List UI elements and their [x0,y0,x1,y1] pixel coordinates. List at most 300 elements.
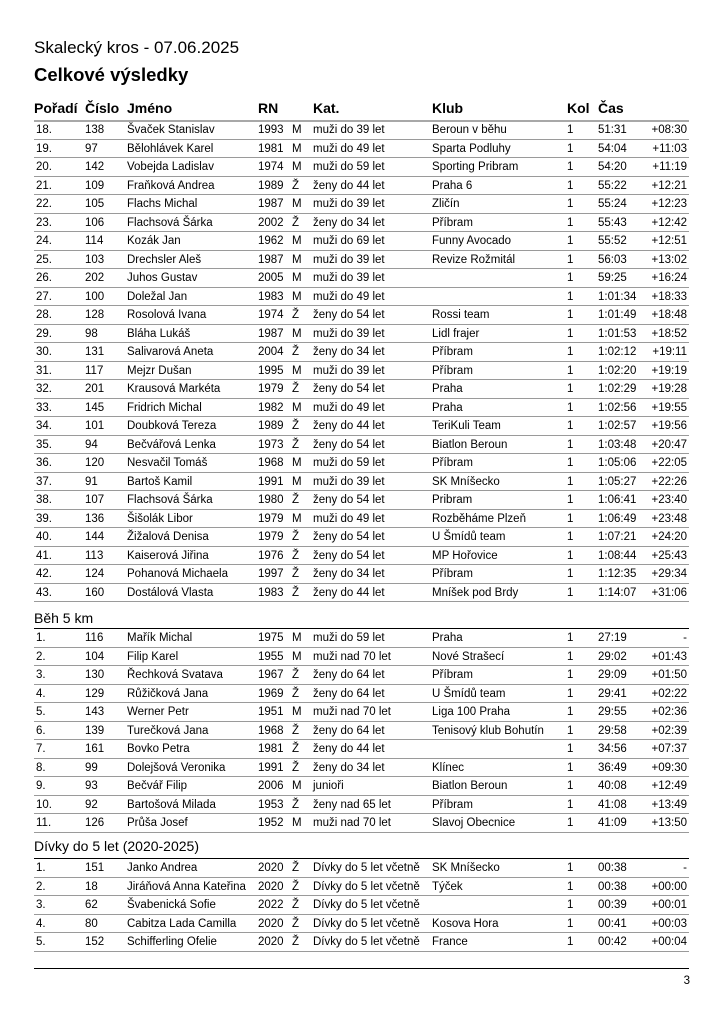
cell-bib: 144 [85,531,105,543]
cell-category: ženy do 54 let [313,383,385,395]
cell-category: ženy do 54 let [313,309,385,321]
cell-bib: 130 [85,669,105,681]
cell-time: 1:03:48 [598,438,637,451]
cell-rank: 4. [36,687,46,700]
cell-sex: Ž [292,309,300,321]
cell-bib: 138 [85,124,105,136]
cell-category: ženy do 64 let [313,687,385,700]
cell-time: 41:08 [598,798,627,811]
header-club: Klub [432,100,464,116]
cell-sex: Ž [292,383,300,395]
cell-year: 1997 [258,568,284,580]
cell-sex: M [292,706,302,718]
cell-category: ženy do 34 let [313,216,385,229]
cell-time: 27:19 [598,632,627,644]
cell-year: 1968 [258,724,284,737]
cell-year: 1980 [258,494,284,506]
cell-name: Řechková Svatava [127,669,223,681]
cell-year: 1968 [258,457,284,469]
cell-name: Kozák Jan [127,235,181,247]
cell-name: Doležal Jan [127,290,188,303]
cell-time: 00:41 [598,917,627,930]
cell-gap: +13:49 [651,798,687,811]
table-row [34,666,689,685]
table-row [34,777,689,796]
cell-bib: 145 [85,401,105,414]
cell-club: Klínec [432,761,464,774]
table-row [34,214,689,233]
cell-time: 41:09 [598,817,627,829]
cell-name: Bečvář Filip [127,780,188,792]
cell-lap: 1 [567,917,574,930]
cell-category: muži do 49 let [313,290,385,303]
table-row [34,473,689,492]
cell-lap: 1 [567,475,574,488]
cell-lap: 1 [567,142,574,155]
cell-category: ženy nad 65 let [313,798,392,811]
cell-club: Tenisový klub Bohutín [432,724,544,737]
cell-rank: 9. [36,780,46,792]
cell-name: Flachs Michal [127,198,198,210]
table-row [34,859,689,878]
cell-sex: Ž [292,724,300,737]
cell-club: Praha [432,401,463,414]
cell-name: Werner Petr [127,706,189,718]
cell-rank: 43. [36,586,52,599]
cell-club: Funny Avocado [432,235,512,247]
cell-year: 2002 [258,216,284,229]
section-title-girls: Dívky do 5 let (2020-2025) [34,838,199,854]
cell-rank: 23. [36,216,52,229]
results-section-girls [34,859,689,952]
cell-name: Mařík Michal [127,632,193,644]
cell-rank: 36. [36,457,52,469]
cell-category: ženy do 64 let [313,669,385,681]
cell-rank: 7. [36,743,46,755]
cell-sex: M [292,198,302,210]
table-row [34,454,689,473]
cell-bib: 100 [85,290,105,303]
cell-category: Dívky do 5 let včetně [313,917,420,930]
cell-club: Liga 100 Praha [432,706,511,718]
table-row [34,629,689,648]
cell-lap: 1 [567,364,574,377]
cell-club: MP Hořovice [432,549,498,562]
table-row [34,380,689,399]
cell-time: 1:12:35 [598,568,637,580]
table-row [34,436,689,455]
cell-category: muži do 39 let [313,327,385,340]
cell-year: 1955 [258,650,284,663]
cell-lap: 1 [567,309,574,321]
cell-bib: 114 [85,235,104,247]
cell-gap: +29:34 [651,568,687,580]
cell-bib: 104 [85,650,105,663]
cell-rank: 25. [36,253,52,266]
cell-year: 1979 [258,383,284,395]
cell-sex: Ž [292,880,300,893]
cell-name: Schifferling Ofelie [127,936,217,948]
cell-year: 1953 [258,798,284,811]
cell-bib: 107 [85,494,105,506]
cell-lap: 1 [567,420,574,432]
cell-lap: 1 [567,198,574,210]
cell-lap: 1 [567,161,574,173]
table-row [34,759,689,778]
cell-gap: +31:06 [651,586,687,599]
cell-rank: 26. [36,272,52,284]
cell-gap: +18:33 [651,290,687,303]
cell-time: 55:52 [598,235,627,247]
table-row [34,703,689,722]
cell-time: 1:05:06 [598,457,637,469]
cell-rank: 42. [36,568,52,580]
cell-category: muži nad 70 let [313,706,391,718]
table-row [34,547,689,566]
cell-bib: 62 [85,899,98,911]
cell-category: ženy do 44 let [313,420,385,432]
cell-year: 1981 [258,142,284,155]
page-number: 3 [683,975,690,987]
cell-bib: 99 [85,761,98,774]
cell-time: 54:20 [598,161,627,173]
cell-sex: Ž [292,494,300,506]
cell-time: 59:25 [598,272,627,284]
cell-club: Praha [432,383,463,395]
cell-category: ženy do 54 let [313,438,385,451]
cell-year: 1989 [258,179,284,192]
cell-rank: 11. [36,817,52,829]
cell-club: Příbram [432,798,473,811]
cell-sex: M [292,632,302,644]
cell-category: ženy do 34 let [313,568,385,580]
cell-category: muži do 39 let [313,124,385,136]
table-row [34,177,689,196]
cell-name: Bělohlávek Karel [127,142,214,155]
cell-gap: +09:30 [651,761,687,774]
cell-name: Krausová Markéta [127,383,221,395]
cell-time: 1:02:12 [598,346,637,358]
cell-gap: +13:02 [651,253,687,266]
cell-bib: 117 [85,364,104,377]
cell-time: 51:31 [598,124,627,136]
cell-bib: 105 [85,198,105,210]
cell-time: 1:05:27 [598,475,637,488]
cell-rank: 22. [36,198,52,210]
cell-club: Revize Rožmitál [432,253,516,266]
cell-gap: +12:42 [651,216,687,229]
cell-gap: +24:20 [651,531,687,543]
cell-lap: 1 [567,512,574,525]
footer-divider [34,968,689,969]
cell-time: 1:01:34 [598,290,637,303]
cell-category: junioři [313,780,344,792]
section-title-5km: Běh 5 km [34,610,94,626]
cell-year: 1967 [258,669,284,681]
cell-rank: 35. [36,438,52,451]
header-lap: Kol [567,100,590,116]
cell-gap: +00:03 [651,917,687,930]
cell-bib: 93 [85,780,98,792]
cell-rank: 21. [36,179,52,192]
cell-year: 1995 [258,364,284,377]
cell-lap: 1 [567,936,574,948]
cell-year: 2005 [258,272,284,284]
cell-rank: 5. [36,706,46,718]
cell-sex: Ž [292,917,300,930]
cell-rank: 24. [36,235,52,247]
cell-year: 2006 [258,780,284,792]
cell-time: 1:07:21 [598,531,637,543]
cell-lap: 1 [567,346,574,358]
cell-club: Biatlon Beroun [432,780,508,792]
cell-name: Kaiserová Jiřina [127,549,209,562]
table-row [34,528,689,547]
cell-club: Příbram [432,216,473,229]
cell-sex: Ž [292,549,300,562]
cell-gap: +12:21 [651,179,687,192]
cell-rank: 18. [36,124,52,136]
cell-year: 1993 [258,124,284,136]
cell-rank: 39. [36,512,52,525]
cell-gap: +08:30 [651,124,687,136]
cell-rank: 32. [36,383,52,395]
cell-time: 1:08:44 [598,549,637,562]
cell-time: 29:55 [598,706,627,718]
cell-name: Bláha Lukáš [127,327,191,340]
cell-gap: - [683,862,687,874]
cell-lap: 1 [567,457,574,469]
cell-name: Dolejšová Veronika [127,761,226,774]
cell-bib: 160 [85,586,105,599]
cell-category: muži do 39 let [313,364,385,377]
cell-lap: 1 [567,780,574,792]
header-time: Čas [598,100,624,116]
cell-rank: 33. [36,401,52,414]
cell-sex: M [292,512,302,525]
cell-club: U Šmídů team [432,687,506,700]
cell-club: Biatlon Beroun [432,438,508,451]
cell-gap: +23:40 [651,494,687,506]
page-heading: Celkové výsledky [34,64,189,85]
cell-gap: +11:03 [652,142,687,155]
cell-sex: M [292,327,302,340]
cell-name: Dostálová Vlasta [127,586,214,599]
cell-gap: +12:51 [651,235,687,247]
cell-time: 29:02 [598,650,627,663]
cell-name: Fridrich Michal [127,401,202,414]
cell-category: ženy do 44 let [313,586,385,599]
cell-rank: 3. [36,899,46,911]
cell-gap: +02:22 [651,687,687,700]
cell-club: Sporting Pribram [432,161,519,173]
cell-name: Žižalová Denisa [127,531,209,543]
table-row [34,510,689,529]
cell-year: 2022 [258,899,284,911]
cell-rank: 1. [36,632,46,644]
cell-rank: 29. [36,327,52,340]
cell-bib: 91 [85,475,98,488]
cell-time: 00:38 [598,862,627,874]
cell-year: 1983 [258,290,284,303]
table-row [34,933,689,952]
cell-club: Rozběháme Plzeň [432,512,526,525]
header-rank: Pořadí [34,100,78,116]
cell-gap: +00:04 [651,936,687,948]
cell-name: Šišolák Libor [127,512,193,525]
cell-name: Švabenická Sofie [127,899,216,911]
cell-lap: 1 [567,568,574,580]
cell-rank: 34. [36,420,52,432]
cell-club: Mníšek pod Brdy [432,586,519,599]
cell-gap: +01:43 [651,650,687,663]
cell-rank: 37. [36,475,52,488]
cell-gap: +12:49 [651,780,687,792]
cell-time: 1:06:49 [598,512,637,525]
cell-sex: M [292,124,302,136]
cell-year: 1983 [258,586,284,599]
cell-sex: M [292,142,302,155]
cell-sex: Ž [292,568,300,580]
cell-club: Rossi team [432,309,490,321]
cell-sex: M [292,161,302,173]
cell-rank: 6. [36,724,46,737]
cell-time: 1:01:49 [598,309,637,321]
cell-name: Flachsová Šárka [127,216,213,229]
cell-lap: 1 [567,290,574,303]
cell-bib: 124 [85,568,105,580]
cell-gap: +23:48 [651,512,687,525]
cell-lap: 1 [567,549,574,562]
cell-bib: 161 [85,743,105,755]
cell-club: Nové Strašecí [432,650,505,663]
cell-category: muži do 59 let [313,161,385,173]
cell-rank: 3. [36,669,46,681]
cell-time: 54:04 [598,142,627,155]
cell-lap: 1 [567,253,574,266]
cell-lap: 1 [567,216,574,229]
cell-name: Bartoš Kamil [127,475,193,488]
cell-bib: 92 [85,798,98,811]
event-title: Skalecký kros - 07.06.2025 [34,38,240,57]
table-row [34,121,689,140]
cell-name: Fraňková Andrea [127,179,215,192]
cell-bib: 98 [85,327,98,340]
cell-name: Mejzr Dušan [127,364,192,377]
table-row [34,417,689,436]
cell-club: Příbram [432,669,473,681]
cell-year: 2020 [258,880,284,893]
cell-sex: Ž [292,216,300,229]
cell-category: ženy do 54 let [313,549,385,562]
table-row [34,584,689,603]
cell-name: Růžičková Jana [127,687,209,700]
header-category: Kat. [313,100,340,116]
cell-bib: 142 [85,161,105,173]
cell-category: Dívky do 5 let včetně [313,862,420,874]
cell-time: 1:02:56 [598,401,637,414]
cell-year: 1991 [258,761,284,774]
cell-bib: 152 [85,936,105,948]
cell-rank: 1. [36,862,46,874]
cell-sex: M [292,780,302,792]
cell-name: Salivarová Aneta [127,346,214,358]
cell-bib: 143 [85,706,105,718]
results-section-1 [34,121,689,602]
cell-club: TeriKuli Team [432,420,501,432]
cell-category: muži do 49 let [313,512,385,525]
table-row [34,896,689,915]
table-row [34,362,689,381]
table-row [34,269,689,288]
cell-category: ženy do 44 let [313,743,385,755]
cell-rank: 20. [36,161,52,173]
cell-year: 1987 [258,198,284,210]
cell-lap: 1 [567,235,574,247]
cell-gap: +00:01 [651,899,687,911]
cell-category: ženy do 54 let [313,494,385,506]
cell-lap: 1 [567,494,574,506]
cell-club: France [432,936,468,948]
cell-name: Jiráňová Anna Kateřina [127,880,246,893]
cell-gap: +16:24 [651,272,687,284]
cell-time: 55:24 [598,198,627,210]
cell-sex: Ž [292,798,300,811]
table-row [34,140,689,159]
cell-sex: Ž [292,346,300,358]
cell-club: Příbram [432,346,473,358]
cell-time: 1:01:53 [598,327,637,340]
table-row [34,722,689,741]
cell-bib: 151 [85,862,105,874]
cell-lap: 1 [567,124,574,136]
cell-rank: 40. [36,531,52,543]
cell-gap: +07:37 [651,743,687,755]
cell-year: 1974 [258,309,284,321]
table-row [34,915,689,934]
cell-bib: 94 [85,438,98,451]
cell-time: 00:38 [598,880,627,893]
cell-lap: 1 [567,383,574,395]
cell-lap: 1 [567,817,574,829]
cell-club: SK Mníšecko [432,862,500,874]
cell-club: Beroun v běhu [432,124,507,136]
cell-gap: +22:05 [651,457,687,469]
cell-bib: 131 [85,346,105,358]
cell-lap: 1 [567,586,574,599]
cell-name: Bečvářová Lenka [127,438,216,451]
cell-sex: M [292,475,302,488]
cell-rank: 41. [36,549,52,562]
cell-time: 1:06:41 [598,494,637,506]
table-row [34,399,689,418]
cell-bib: 120 [85,457,105,469]
cell-category: muži do 59 let [313,457,385,469]
table-row [34,685,689,704]
table-row [34,648,689,667]
cell-bib: 101 [85,420,105,432]
cell-category: muži do 39 let [313,253,385,266]
cell-sex: M [292,817,302,829]
cell-sex: Ž [292,586,300,599]
cell-category: ženy do 34 let [313,761,385,774]
cell-lap: 1 [567,531,574,543]
table-row [34,565,689,584]
cell-gap: +00:00 [651,880,687,893]
cell-club: Lidl frajer [432,327,480,340]
table-row [34,740,689,759]
cell-bib: 109 [85,179,105,192]
